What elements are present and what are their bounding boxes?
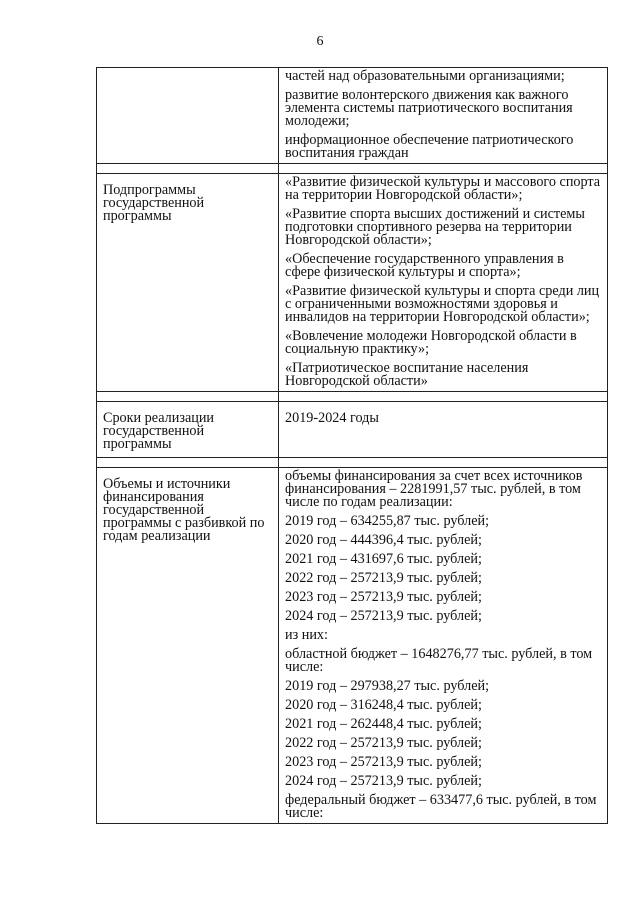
- row-label-empty: [97, 68, 279, 164]
- row-text: «Развитие спорта высших достижений и системы подготовки спортивного резерва на территории Новгородской области»;: [285, 206, 585, 248]
- row-label-subprograms: Подпрограммы государственной программы: [97, 174, 279, 392]
- row-gap: [97, 458, 608, 468]
- row-text: 2023 год – 257213,9 тыс. рублей;: [285, 754, 482, 770]
- row-text: из них:: [285, 627, 328, 643]
- row-text: 2022 год – 257213,9 тыс. рублей;: [285, 735, 482, 751]
- row-text: развитие волонтерского движения как важного элемента системы патриотического воспитания молодежи;: [285, 87, 573, 129]
- row-content: [279, 468, 608, 824]
- row-text: 2022 год – 257213,9 тыс. рублей;: [285, 570, 482, 586]
- table-row: [97, 68, 608, 164]
- table-row: [97, 402, 608, 458]
- row-text: «Вовлечение молодежи Новгородской области в социальную практику»;: [285, 328, 577, 357]
- row-text: частей над образовательными организациями;: [285, 68, 565, 84]
- gap-cell: [97, 458, 279, 468]
- row-content: [279, 402, 608, 458]
- row-text: 2024 год – 257213,9 тыс. рублей;: [285, 608, 482, 624]
- row-text: информационное обеспечение патриотического воспитания граждан: [285, 132, 574, 161]
- row-gap: [97, 392, 608, 402]
- page-number: 6: [316, 34, 324, 49]
- row-text: «Развитие физической культуры и спорта среди лиц с ограниченными возможностями здоровья и инвалидов на территории Новгородской области»;: [285, 283, 600, 325]
- row-text: 2024 год – 257213,9 тыс. рублей;: [285, 773, 482, 789]
- row-text: областной бюджет – 1648276,77 тыс. рублей, в том числе:: [285, 646, 593, 675]
- gap-cell: [279, 164, 608, 174]
- row-text: 2020 год – 316248,4 тыс. рублей;: [285, 697, 482, 713]
- row-label-terms: Сроки реализации государственной программы: [97, 402, 279, 458]
- row-label-financing: Объемы и источники финансирования государственной программы с разбивкой по годам реализации: [97, 468, 279, 824]
- row-text: 2019 год – 634255,87 тыс. рублей;: [285, 513, 490, 529]
- row-text: «Развитие физической культуры и массового спорта на территории Новгородской области»;: [285, 174, 601, 203]
- row-text: объемы финансирования за счет всех источников финансирования – 2281991,57 тыс. рублей, в том числе по годам реализации:: [285, 468, 583, 510]
- gap-cell: [279, 392, 608, 402]
- row-content: [279, 68, 608, 164]
- row-text: 2021 год – 431697,6 тыс. рублей;: [285, 551, 482, 567]
- table-row: [97, 174, 608, 392]
- gap-cell: [279, 458, 608, 468]
- passport-table: [96, 67, 608, 824]
- row-text: «Патриотическое воспитание населения Новгородской области»: [285, 360, 529, 389]
- row-text: 2019 год – 297938,27 тыс. рублей;: [285, 678, 490, 694]
- row-text: 2021 год – 262448,4 тыс. рублей;: [285, 716, 482, 732]
- gap-cell: [97, 392, 279, 402]
- row-text: федеральный бюджет – 633477,6 тыс. рублей, в том числе:: [285, 792, 597, 821]
- row-gap: [97, 164, 608, 174]
- row-text: «Обеспечение государственного управления в сфере физической культуры и спорта»;: [285, 251, 564, 280]
- row-content: [279, 174, 608, 392]
- row-text: 2023 год – 257213,9 тыс. рублей;: [285, 589, 482, 605]
- table-row: [97, 468, 608, 824]
- row-text: 2019-2024 годы: [285, 410, 379, 426]
- gap-cell: [97, 164, 279, 174]
- row-text: 2020 год – 444396,4 тыс. рублей;: [285, 532, 482, 548]
